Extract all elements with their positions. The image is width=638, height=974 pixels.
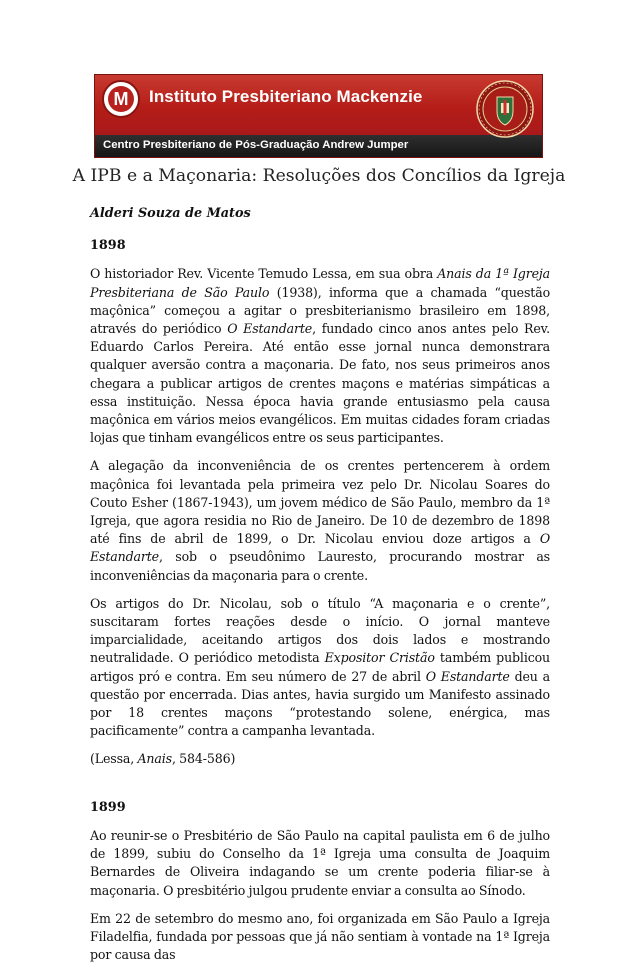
- text-run: O historiador Rev. Vicente Temudo Lessa, em sua obra: [90, 266, 438, 282]
- paragraph: [90, 910, 550, 965]
- section-year: 1898: [90, 238, 126, 254]
- section-1898: [90, 237, 550, 768]
- text-run: A alegação da inconveniência de os crentes pertencerem à ordem maçônica foi levantada pela primeira vez pelo Dr. Nicolau Soares do Couto Esher (1867-1943), um jovem médico de São Paulo, membro da 1ª Igreja, que agora residia no Rio de Janeiro. De 10 de dezembro de 1898 até fins de abril de 1899, o Dr. Nicolau enviou doze artigos a: [90, 458, 550, 547]
- paragraph: [90, 595, 550, 741]
- text-run: também publicou artigos pró e contra. Em seu número de 27 de abril: [90, 650, 550, 684]
- mackenzie-logo: [102, 80, 140, 118]
- italic-text: Expositor Cristão: [324, 650, 435, 666]
- italic-text: Anais: [137, 751, 172, 767]
- citation: [90, 750, 550, 768]
- paragraph: [90, 827, 550, 900]
- document-title: A IPB e a Maçonaria: Resoluções dos Concílios da Igreja: [72, 166, 566, 186]
- institution-seal-icon: [475, 79, 535, 139]
- text-run: (Lessa,: [90, 751, 138, 767]
- logo-letter: M: [108, 86, 134, 112]
- text-run: , sob o pseudônimo Lauresto, procurando mostrar as inconveniências da maçonaria para o crente.: [90, 549, 550, 583]
- section-year: 1899: [90, 799, 126, 815]
- text-run: deu a questão por encerrada. Dias antes, havia surgido um Manifesto assinado por 18 crentes maçons “protestando solene, enérgica, mas pacificamente” contra a campanha levantada.: [90, 668, 550, 739]
- text-run: , fundado cinco anos antes pelo Rev. Eduardo Carlos Pereira. Até então esse jornal nunca demonstrara qualquer aversão contra a maçonaria. De fato, nos seus primeiros anos chegara a publicar artigos de crentes maçons e matérias simpáticas a essa instituição. Nessa época havia grande entusiasmo pela causa maçônica em vários meios evangélicos. Em muitas cidades foram criadas lojas que tinham evangélicos entre os seus participantes.: [90, 321, 550, 446]
- text-run: Os artigos do Dr. Nicolau, sob o título “A maçonaria e o crente”, suscitaram fortes reações desde o início. O jornal manteve imparcialidade, aceitando artigos dos dois lados e mostrando neutralidade. O periódico metodista: [90, 595, 550, 666]
- italic-text: O Estandarte: [90, 531, 550, 565]
- text-run: , 584-586): [171, 751, 236, 767]
- italic-text: O Estandarte: [425, 668, 510, 684]
- text-run: Ao reunir-se o Presbitério de São Paulo na capital paulista em 6 de julho de 1899, subiu do Conselho da 1ª Igreja uma consulta de Joaquim Bernardes de Oliveira indagando se um crente poderia filiar-se à maçonaria. O presbitério julgou prudente enviar a consulta ao Sínodo.: [90, 827, 550, 898]
- italic-text: Anais da 1ª Igreja Presbiteriana de São Paulo: [90, 266, 550, 300]
- document-body: [90, 205, 550, 974]
- center-name: Centro Presbiteriano de Pós-Graduação Andrew Jumper: [103, 139, 409, 151]
- section-1899: [90, 799, 550, 965]
- paragraph: [90, 265, 550, 447]
- institution-name: Instituto Presbiteriano Mackenzie: [149, 87, 423, 106]
- author-name: Alderi Souza de Matos: [90, 206, 251, 221]
- italic-text: O Estandarte: [227, 321, 313, 337]
- text-run: (1938), informa que a chamada “questão maçônica” começou a agitar o presbiterianismo brasileiro em 1898, através do periódico: [90, 284, 550, 337]
- header-banner: [94, 74, 543, 158]
- text-run: Em 22 de setembro do mesmo ano, foi organizada em São Paulo a Igreja Filadelfia, fundada por pessoas que já não sentiam à vontade na 1ª Igreja por causa das: [90, 910, 550, 963]
- paragraph: [90, 457, 550, 584]
